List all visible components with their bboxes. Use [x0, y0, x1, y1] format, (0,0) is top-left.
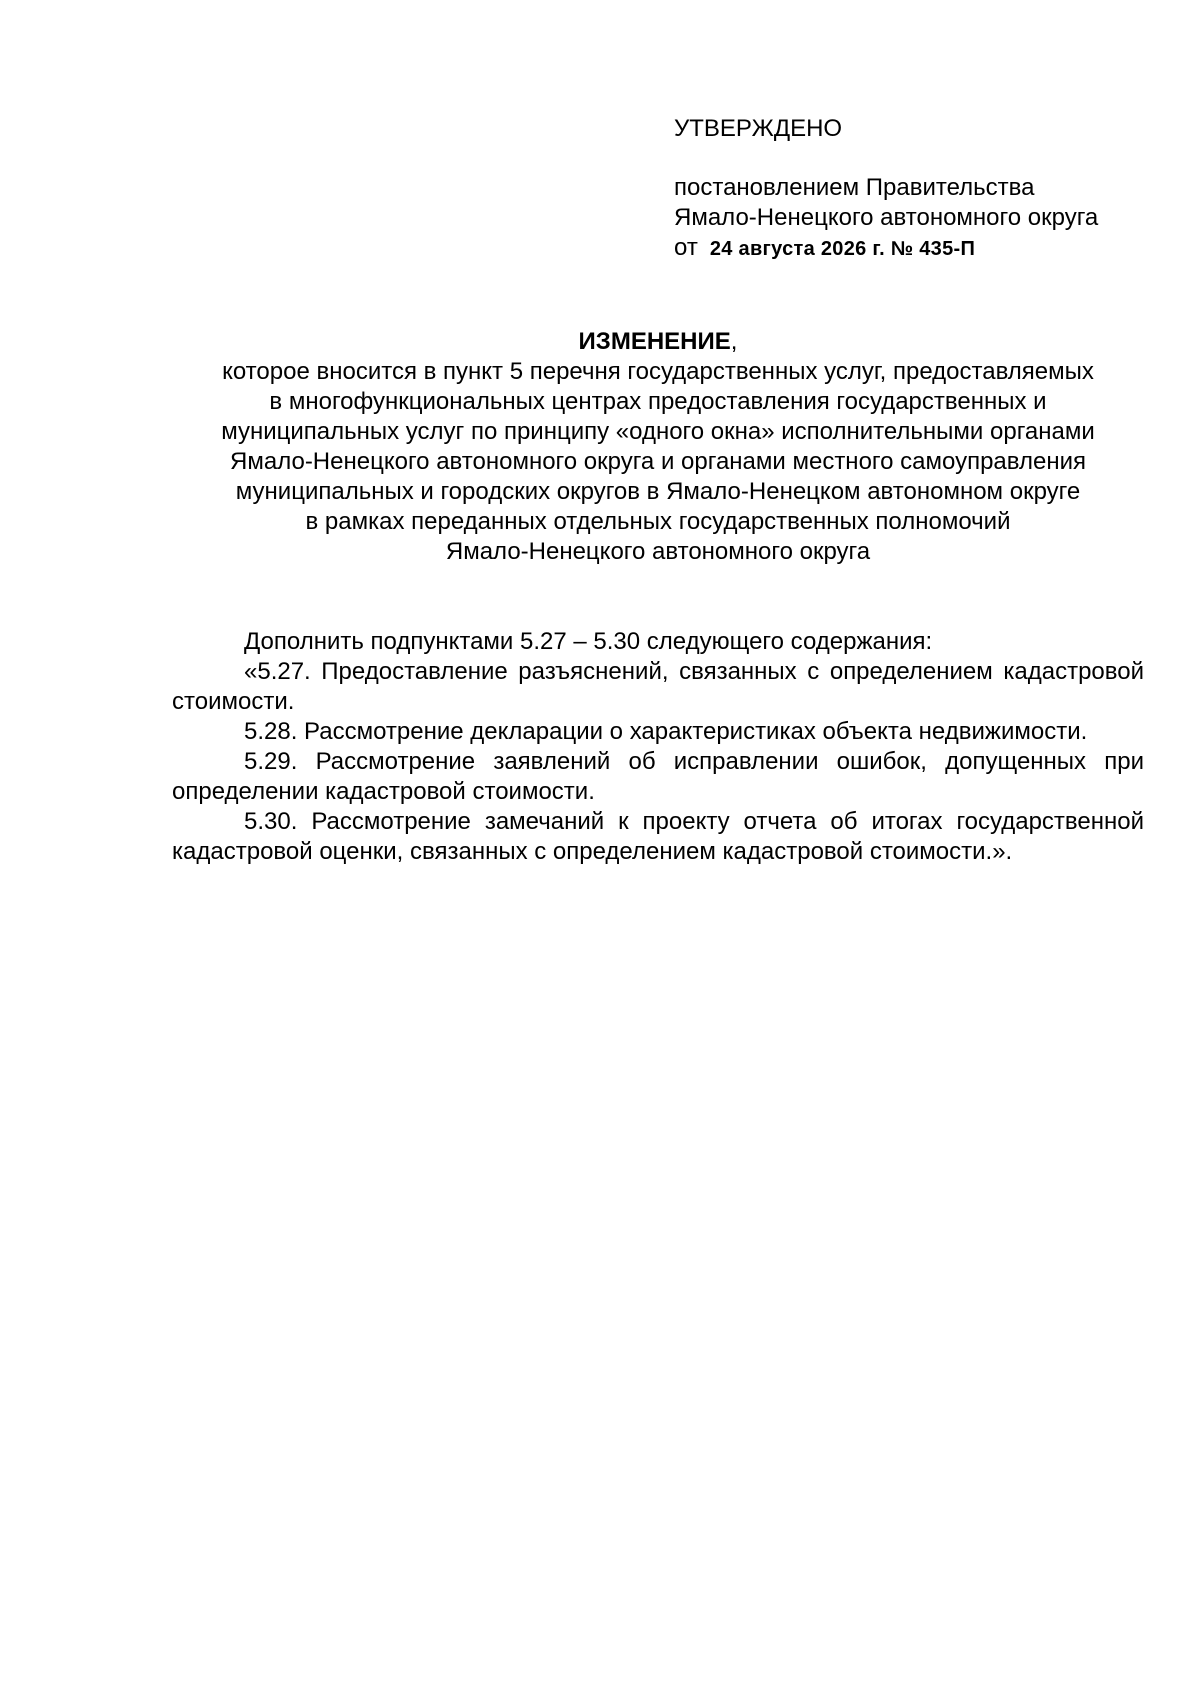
approval-decree-line: постановлением Правительства: [674, 174, 1035, 201]
heading-title-word: ИЗМЕНЕНИЕ: [578, 328, 731, 355]
approval-stamp-text: УТВЕРЖДЕНО: [674, 115, 843, 142]
heading-line: Ямало-Ненецкого автономного округа: [445, 538, 871, 565]
approval-date-line: [674, 233, 1154, 264]
date-prefix: от: [674, 234, 698, 261]
heading-title-comma: ,: [730, 328, 738, 355]
heading-line: Ямало-Ненецкого автономного округа и органами местного самоуправления: [230, 448, 1086, 475]
heading-line: муниципальных услуг по принципу «одного окна» исполнительными органами: [221, 418, 1095, 445]
subitem-5-30: 5.30. Рассмотрение замечаний к проекту отчета об итогах государственной кадастровой оценки, связанных с определением кадастровой стоимости.».: [172, 808, 1144, 865]
heading-line: которое вносится в пункт 5 перечня государственных услуг, предоставляемых: [222, 358, 1094, 385]
document-body: [172, 627, 1144, 867]
subitem-5-28: 5.28. Рассмотрение декларации о характеристиках объекта недвижимости.: [244, 718, 1088, 745]
heading-line: в многофункциональных центрах предоставления государственных и: [269, 388, 1047, 415]
document-heading: [172, 327, 1144, 567]
heading-line: в рамках переданных отдельных государственных полномочий: [305, 508, 1011, 535]
subitem-5-27: «5.27. Предоставление разъяснений, связанных с определением кадастровой стоимости.: [172, 658, 1144, 715]
approval-block: [674, 114, 1154, 264]
body-intro-paragraph: Дополнить подпунктами 5.27 – 5.30 следующего содержания:: [244, 628, 933, 655]
subitem-5-29: 5.29. Рассмотрение заявлений об исправлении ошибок, допущенных при определении кадастровой стоимости.: [172, 748, 1144, 805]
heading-title: [172, 327, 1144, 357]
heading-line: муниципальных и городских округов в Ямало-Ненецком автономном округе: [235, 478, 1081, 505]
approval-region-line: Ямало-Ненецкого автономного округа: [674, 204, 1099, 231]
decree-date-number: 24 августа 2026 г. № 435-П: [709, 238, 976, 260]
